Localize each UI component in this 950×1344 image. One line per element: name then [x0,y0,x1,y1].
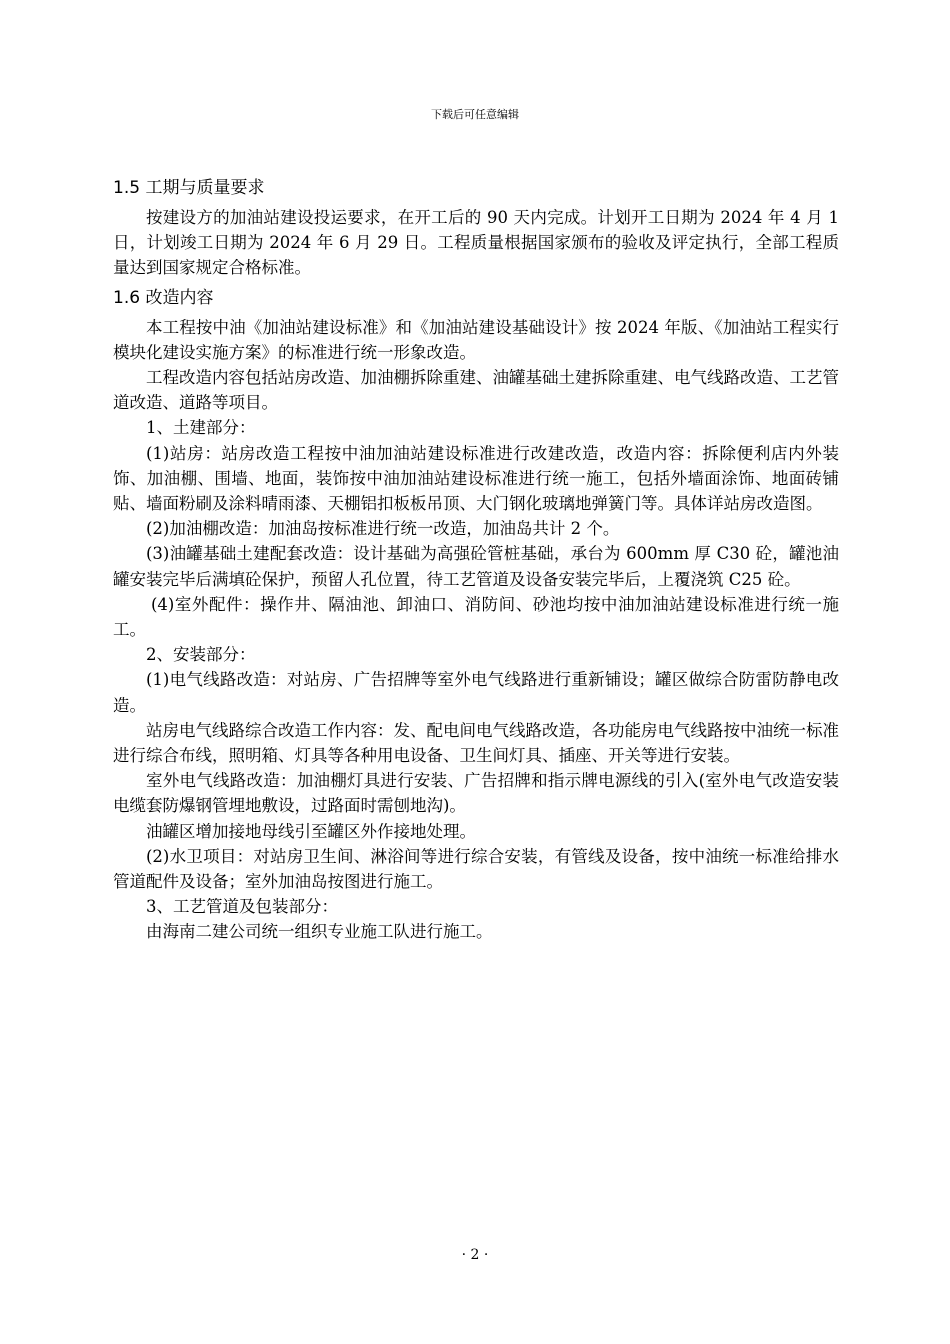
section-heading: 1.5 工期与质量要求 [113,178,265,198]
section-heading: 1.6 改造内容 [113,287,214,308]
subheading-installation: 2、安装部分： [146,645,256,665]
paragraph: 油罐区增加接地母线引至罐区外作接地处理。 [146,821,476,841]
document-body [113,175,839,945]
paragraph: 站房电气线路综合改造工作内容：发、配电间电气线路改造，各功能房电气线路按中油统一标准进行综合布线，照明箱、灯具等各种用电设备、卫生间灯具、插座、开关等进行安装。 [113,720,839,766]
subheading-piping: 3、工艺管道及包装部分： [146,897,338,917]
paragraph: 由海南二建公司统一组织专业施工队进行施工。 [146,922,493,942]
section-renovation-content [113,285,839,945]
subheading-civil: 1、土建部分： [146,418,256,438]
paragraph: (1)电气线路改造：对站房、广告招牌等室外电气线路进行重新铺设；罐区做综合防雷防静电改造。 [113,670,839,715]
page-number: · 2 · [461,1247,489,1263]
paragraph: 按建设方的加油站建设投运要求，在开工后的 90 天内完成。计划开工日期为 2024 年 4 月 1 日，计划竣工日期为 2024 年 6 月 29 日。工程质量根据国家颁布的验收及评定执行，全部工程质量达到国家规定合格标准。 [113,208,839,278]
paragraph: 室外电气线路改造：加油棚灯具进行安装、广告招牌和指示牌电源线的引入(室外电气改造安装电缆套防爆钢管埋地敷设，过路面时需刨地沟)。 [113,771,839,816]
section-schedule-quality [113,175,839,281]
paragraph: (2)加油棚改造：加油岛按标准进行统一改造，加油岛共计 2 个。 [146,519,620,539]
paragraph: (4)室外配件：操作井、隔油池、卸油口、消防间、砂池均按中油加油站建设标准进行统一施工。 [113,594,839,640]
paragraph: 本工程按中油《加油站建设标准》和《加油站建设基础设计》按 2024 年版、《加油站工程实行模块化建设实施方案》的标准进行统一形象改造。 [113,317,839,362]
page-header: 下载后可任意编辑 [431,108,519,121]
paragraph: 工程改造内容包括站房改造、加油棚拆除重建、油罐基础土建拆除重建、电气线路改造、工艺管道改造、道路等项目。 [113,368,839,413]
paragraph: (2)水卫项目：对站房卫生间、淋浴间等进行综合安装，有管线及设备，按中油统一标准给排水管道配件及设备；室外加油岛按图进行施工。 [113,846,839,892]
paragraph: (3)油罐基础土建配套改造：设计基础为高强砼管桩基础，承台为 600mm 厚 C30 砼，罐池油罐安装完毕后满填砼保护，预留人孔位置，待工艺管道及设备安装完毕后，上覆浇筑 C25 砼。 [113,544,839,589]
paragraph: (1)站房：站房改造工程按中油加油站建设标准进行改建改造，改造内容：拆除便利店内外装饰、加油棚、围墙、地面，装饰按中油加油站建设标准进行统一施工，包括外墙面涂饰、地面砖铺贴、墙面粉刷及涂料晴雨漆、天棚铝扣板板吊顶、大门钢化玻璃地弹簧门等。具体详站房改造图。 [113,443,839,514]
